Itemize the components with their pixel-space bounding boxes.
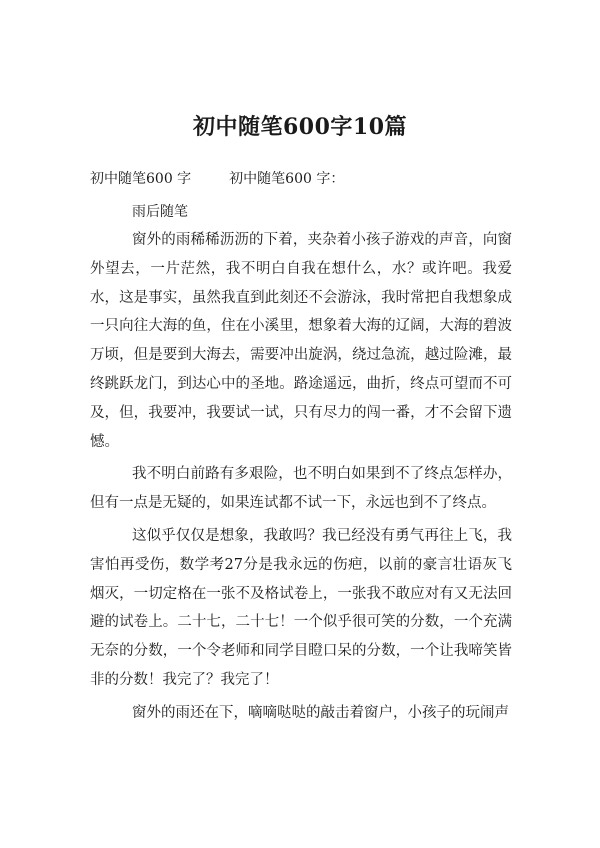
paragraph: 我不明白前路有多艰险，也不明白如果到不了终点怎样办，但有一点是无疑的，如果连试都不试一下，永远也到不了终点。 xyxy=(90,466,512,512)
paragraph: 窗外的雨还在下，嘀嘀哒哒的敲击着窗户，小孩子的玩闹声 xyxy=(132,704,510,721)
subtitle-right: 初中随笔600 字： xyxy=(229,171,345,187)
paragraph: 这似乎仅仅是想象，我敢吗？我已经没有勇气再往上飞，我害怕再受伤，数学考27分是我永远的伤疤，以前的豪言壮语灰飞烟灭，一切定格在一张不及格试卷上，一张我不敢应对有又无法回避的试卷上。二十七，二十七！一个似乎很可笑的分数，一个充满无奈的分数，一个令老师和同学目瞪口呆的分数，一个让我啼笑皆非的分数！我完了？我完了！ xyxy=(90,527,512,688)
subtitle-left: 初中随笔600 字 xyxy=(90,171,192,187)
section-heading: 雨后随笔 xyxy=(132,204,188,220)
document-title: 初中随笔600字10篇 xyxy=(192,114,408,140)
subtitle-line xyxy=(90,168,382,188)
document-body xyxy=(90,226,512,732)
paragraph: 窗外的雨稀稀沥沥的下着，夹杂着小孩子游戏的声音，向窗外望去，一片茫然，我不明白自我在想什么，水？或许吧。我爱水，这是事实，虽然我直到此刻还不会游泳，我时常把自我想象成一只向往大海的鱼，住在小溪里，想象着大海的辽阔，大海的碧波万顷，但是要到大海去，需要冲出旋涡，绕过急流，越过险滩，最终跳跃龙门，到达心中的圣地。路途遥远，曲折，终点可望而不可及，但，我要冲，我要试一试，只有尽力的闯一番，才不会留下遗憾。 xyxy=(90,232,512,450)
